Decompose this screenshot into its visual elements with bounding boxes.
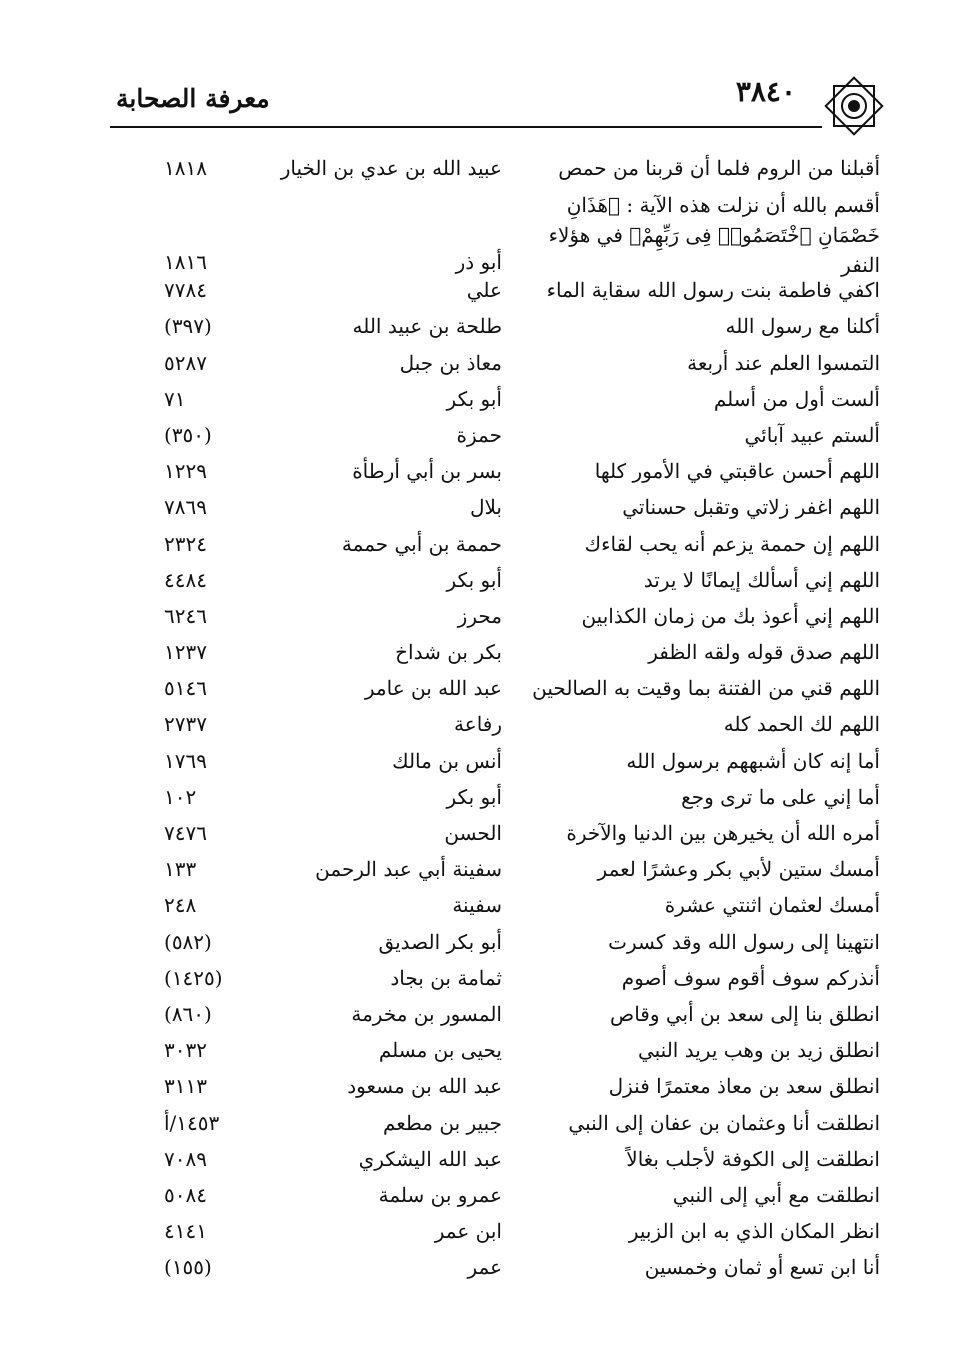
star-ornament-icon <box>820 72 888 140</box>
narrator-name: سفينة أبي عبد الرحمن <box>315 857 502 882</box>
hadith-number: ٢٤٨ <box>164 893 197 918</box>
index-row <box>150 1109 890 1145</box>
hadith-text: أنذركم سوف أقوم سوف أصوم <box>621 965 880 990</box>
hadith-text: أقبلنا من الروم فلما أن قربنا من حمص <box>558 156 880 180</box>
index-row <box>150 602 890 638</box>
hadith-text: أكلنا مع رسول الله <box>725 314 880 339</box>
narrator-name: عمرو بن سلمة <box>378 1182 502 1207</box>
hadith-number: (٨٦٠) <box>164 1001 212 1026</box>
index-row <box>150 638 890 674</box>
hadith-text: اكفي فاطمة بنت رسول الله سقاية الماء <box>546 278 880 303</box>
index-row <box>150 674 890 710</box>
index-row <box>150 747 890 783</box>
index-row <box>150 783 890 819</box>
hadith-number: ٧٠٨٩ <box>164 1146 207 1171</box>
index-row <box>150 1217 890 1253</box>
index-row <box>150 819 890 855</box>
hadith-text: انطلق زيد بن وهب يريد النبي <box>637 1038 880 1063</box>
hadith-number: ٣٠٣٢ <box>164 1038 207 1063</box>
page-number: ٣٨٤٠ <box>735 75 796 108</box>
hadith-text: اللهم صدق قوله ولقه الظفر <box>648 640 880 665</box>
hadith-text: ألست أول من أسلم <box>713 386 880 411</box>
narrator-name: أبو بكر <box>446 386 502 411</box>
hadith-text: أما إني على ما ترى وجع <box>681 784 880 809</box>
narrator-name: المسور بن مخرمة <box>351 1001 502 1026</box>
index-row <box>150 928 890 964</box>
narrator-name: عبد الله بن عامر <box>364 676 502 701</box>
hadith-number: ١٤٥٣/أ <box>164 1110 220 1135</box>
narrator-name: عمر <box>467 1255 502 1280</box>
hadith-text: انظر المكان الذي به ابن الزبير <box>628 1219 880 1244</box>
index-row <box>150 421 890 457</box>
hadith-number: ١٠٢ <box>164 784 197 809</box>
hadith-number: ١٢٢٩ <box>164 459 207 484</box>
index-list <box>150 154 890 1289</box>
narrator-name: أبو ذر <box>455 250 502 275</box>
index-row <box>150 190 890 276</box>
hadith-number: ٧٤٧٦ <box>164 821 207 845</box>
narrator-name: ابن عمر <box>434 1219 502 1244</box>
hadith-text: أقسم بالله أن نزلت هذه الآية : ﴿هَذَانِ خَصْمَانِ ٱخْتَصَمُوا۟ فِى رَبِّهِمْ﴾ في هؤلاء النفر <box>548 193 880 278</box>
hadith-text: انطلقت أنا وعثمان بن عفان إلى النبي <box>568 1110 880 1135</box>
narrator-name: عبد الله بن مسعود <box>347 1074 502 1099</box>
hadith-number: ٥٠٨٤ <box>164 1182 207 1207</box>
narrator-name: عبد الله اليشكري <box>358 1146 502 1171</box>
hadith-text: أنا ابن تسع أو ثمان وخمسين <box>644 1255 880 1280</box>
index-row <box>150 1072 890 1108</box>
hadith-text: أمره الله أن يخيرهن بين الدنيا والآخرة <box>566 821 880 845</box>
hadith-number: ٥١٤٦ <box>164 676 207 701</box>
index-row <box>150 349 890 385</box>
narrator-name: سفينة <box>452 893 502 918</box>
hadith-number: ٧٧٨٤ <box>164 278 207 303</box>
index-row <box>150 530 890 566</box>
narrator-name: علي <box>466 278 502 303</box>
hadith-number: (٣٥٠) <box>164 422 212 447</box>
index-row <box>150 457 890 493</box>
hadith-text: انطلق بنا إلى سعد بن أبي وقاص <box>610 1001 880 1026</box>
hadith-number: ٢٧٣٧ <box>164 712 207 737</box>
hadith-number: ٣١١٣ <box>164 1074 207 1099</box>
hadith-number: ٤١٤١ <box>164 1219 207 1244</box>
index-row <box>150 312 890 348</box>
narrator-name: طلحة بن عبيد الله <box>352 314 502 339</box>
narrator-name: الحسن <box>444 821 502 845</box>
page-header <box>110 72 888 130</box>
hadith-text: اللهم اغفر زلاتي وتقبل حسناتي <box>622 495 880 520</box>
hadith-number: ١٨١٦ <box>164 250 207 275</box>
hadith-text: انطلقت إلى الكوفة لأجلب بغالاً <box>626 1146 880 1171</box>
hadith-text: انطلق سعد بن معاذ معتمرًا فنزل <box>608 1074 880 1099</box>
hadith-text: اللهم إني أعوذ بك من زمان الكذابين <box>581 603 880 628</box>
hadith-number: ٥٢٨٧ <box>164 350 207 375</box>
hadith-text: اللهم لك الحمد كله <box>723 712 880 737</box>
hadith-text: اللهم قني من الفتنة بما وقيت به الصالحين <box>532 676 880 701</box>
hadith-number: ١٨١٨ <box>164 156 207 180</box>
narrator-name: رفاعة <box>454 712 502 737</box>
hadith-number: ١٣٣ <box>164 857 197 882</box>
narrator-name: محرز <box>457 603 502 628</box>
index-row <box>150 566 890 602</box>
hadith-number: (٥٨٢) <box>164 929 212 954</box>
narrator-name: أبو بكر <box>446 784 502 809</box>
narrator-name: أنس بن مالك <box>392 748 502 773</box>
header-rule <box>110 126 822 128</box>
hadith-number: ١٢٣٧ <box>164 640 207 665</box>
hadith-text: اللهم أحسن عاقبتي في الأمور كلها <box>594 459 880 484</box>
index-row <box>150 1036 890 1072</box>
index-row <box>150 1000 890 1036</box>
index-row <box>150 493 890 529</box>
narrator-name: بسر بن أبي أرطأة <box>352 459 502 484</box>
narrator-name: أبو بكر الصديق <box>378 929 502 954</box>
index-row <box>150 964 890 1000</box>
hadith-text: انطلقت مع أبي إلى النبي <box>672 1182 880 1207</box>
narrator-name: جبير بن مطعم <box>382 1110 502 1135</box>
narrator-name: ثمامة بن بجاد <box>390 965 502 990</box>
hadith-number: (٣٩٧) <box>164 314 212 339</box>
hadith-number: ٧١ <box>164 386 186 411</box>
index-row <box>150 154 890 190</box>
narrator-name: معاذ بن جبل <box>399 350 502 375</box>
narrator-name: عبيد الله بن عدي بن الخيار <box>280 156 502 180</box>
index-row <box>150 1181 890 1217</box>
hadith-number: ٦٢٤٦ <box>164 603 207 628</box>
hadith-text: اللهم إني أسألك إيمانًا لا يرتد <box>643 567 880 592</box>
narrator-name: بكر بن شداخ <box>395 640 502 665</box>
hadith-number: ٧٨٦٩ <box>164 495 207 520</box>
hadith-text: انتهينا إلى رسول الله وقد كسرت <box>608 929 880 954</box>
index-row <box>150 276 890 312</box>
hadith-number: (١٤٢٥) <box>164 965 223 990</box>
index-row <box>150 855 890 891</box>
hadith-text: أمسك لعثمان اثنتي عشرة <box>664 893 880 918</box>
hadith-number: (١٥٥) <box>164 1255 212 1280</box>
index-row <box>150 710 890 746</box>
narrator-name: حمزة <box>456 422 502 447</box>
hadith-number: ١٧٦٩ <box>164 748 207 773</box>
index-row <box>150 1145 890 1181</box>
hadith-text: اللهم إن حممة يزعم أنه يحب لقاءك <box>584 531 880 556</box>
hadith-number: ٢٣٢٤ <box>164 531 207 556</box>
narrator-name: بلال <box>469 495 502 520</box>
narrator-name: يحيى بن مسلم <box>378 1038 502 1063</box>
hadith-number: ٤٤٨٤ <box>164 567 207 592</box>
hadith-text: التمسوا العلم عند أربعة <box>687 350 880 375</box>
book-title: معرفة الصحابة <box>116 84 270 113</box>
narrator-name: حممة بن أبي حممة <box>341 531 502 556</box>
index-row <box>150 385 890 421</box>
index-row <box>150 1253 890 1289</box>
hadith-text: ألستم عبيد آبائي <box>744 422 880 447</box>
index-row <box>150 891 890 927</box>
narrator-name: أبو بكر <box>446 567 502 592</box>
hadith-text: أمسك ستين لأبي بكر وعشرًا لعمر <box>597 857 880 882</box>
hadith-text: أما إنه كان أشبههم برسول الله <box>626 748 880 773</box>
